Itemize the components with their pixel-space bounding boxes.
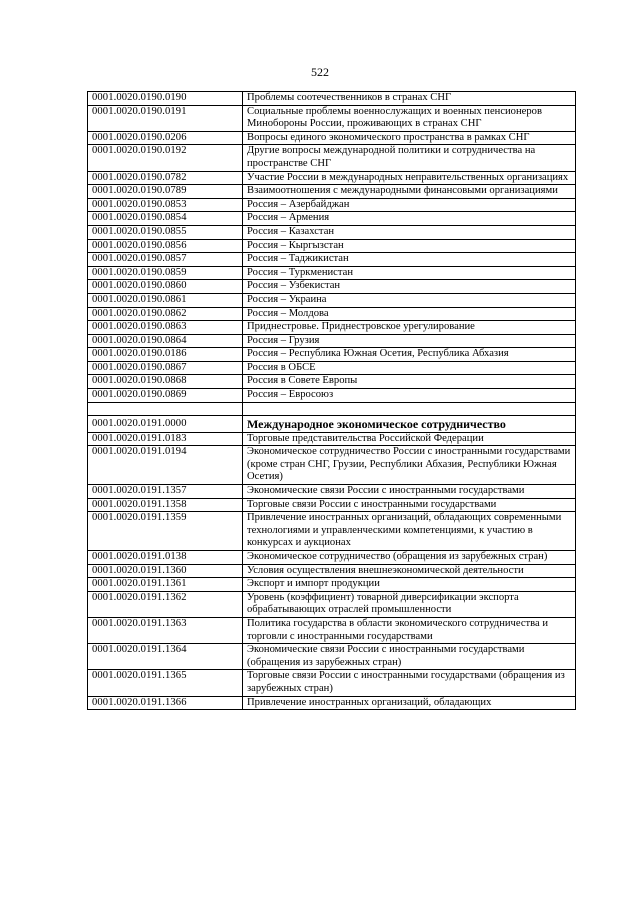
row-title: Россия в ОБСЕ <box>243 361 576 375</box>
row-title: Торговые представительства Российской Федерации <box>243 432 576 446</box>
row-code: 0001.0020.0190.0856 <box>88 239 243 253</box>
table-row <box>88 512 576 551</box>
row-code: 0001.0020.0190.0782 <box>88 171 243 185</box>
row-code: 0001.0020.0190.0859 <box>88 266 243 280</box>
section-row <box>88 415 576 432</box>
row-code: 0001.0020.0190.0186 <box>88 348 243 362</box>
row-code: 0001.0020.0190.0855 <box>88 225 243 239</box>
table-row <box>88 578 576 592</box>
table-row <box>88 321 576 335</box>
row-title: Привлечение иностранных организаций, обладающих современными технологиями и управленческими компетенциями, к участию в конкурсах и аукционах <box>243 512 576 551</box>
row-code: 0001.0020.0191.0138 <box>88 551 243 565</box>
row-code: 0001.0020.0190.0853 <box>88 198 243 212</box>
table-row <box>88 239 576 253</box>
row-code: 0001.0020.0191.1357 <box>88 485 243 499</box>
table-row <box>88 432 576 446</box>
row-code: 0001.0020.0191.0183 <box>88 432 243 446</box>
row-code: 0001.0020.0191.1362 <box>88 591 243 617</box>
row-code: 0001.0020.0190.0868 <box>88 375 243 389</box>
table-row <box>88 171 576 185</box>
row-code: 0001.0020.0191.1360 <box>88 564 243 578</box>
row-code: 0001.0020.0190.0863 <box>88 321 243 335</box>
row-title: Экономические связи России с иностранными государствами <box>243 485 576 499</box>
table-row <box>88 225 576 239</box>
row-title: Уровень (коэффициент) товарной диверсификации экспорта обрабатывающих отраслей промышленности <box>243 591 576 617</box>
row-code: 0001.0020.0191.0194 <box>88 446 243 485</box>
row-title: Россия – Кыргызстан <box>243 239 576 253</box>
table-row <box>88 591 576 617</box>
blank-cell <box>88 402 243 415</box>
row-title: Другие вопросы международной политики и сотрудничества на пространстве СНГ <box>243 145 576 171</box>
row-title: Политика государства в области экономического сотрудничества и торговли с иностранными государствами <box>243 617 576 643</box>
table-row <box>88 446 576 485</box>
row-title: Россия – Евросоюз <box>243 389 576 403</box>
table-row <box>88 348 576 362</box>
table-row <box>88 293 576 307</box>
table-row <box>88 617 576 643</box>
section-code: 0001.0020.0191.0000 <box>88 415 243 432</box>
table-row <box>88 212 576 226</box>
row-title: Привлечение иностранных организаций, обладающих <box>243 696 576 710</box>
row-title: Экономическое сотрудничество России с иностранными государствами (кроме стран СНГ, Грузии, Республики Абхазия, Республики Южная Осетия) <box>243 446 576 485</box>
row-code: 0001.0020.0190.0857 <box>88 253 243 267</box>
table-row <box>88 485 576 499</box>
row-title: Участие России в международных неправительственных организациях <box>243 171 576 185</box>
row-code: 0001.0020.0191.1361 <box>88 578 243 592</box>
table-row <box>88 498 576 512</box>
row-title: Условия осуществления внешнеэкономической деятельности <box>243 564 576 578</box>
row-title: Проблемы соотечественников в странах СНГ <box>243 92 576 106</box>
row-title: Вопросы единого экономического пространства в рамках СНГ <box>243 131 576 145</box>
table-row <box>88 198 576 212</box>
classifier-table <box>87 91 576 710</box>
row-title: Экономическое сотрудничество (обращения из зарубежных стран) <box>243 551 576 565</box>
row-title: Россия – Туркменистан <box>243 266 576 280</box>
row-code: 0001.0020.0190.0190 <box>88 92 243 106</box>
table-row <box>88 670 576 696</box>
row-code: 0001.0020.0190.0862 <box>88 307 243 321</box>
row-title: Россия – Азербайджан <box>243 198 576 212</box>
row-title: Приднестровье. Приднестровское урегулирование <box>243 321 576 335</box>
row-title: Экспорт и импорт продукции <box>243 578 576 592</box>
row-title: Россия – Казахстан <box>243 225 576 239</box>
row-title: Россия – Молдова <box>243 307 576 321</box>
row-code: 0001.0020.0191.1366 <box>88 696 243 710</box>
row-code: 0001.0020.0190.0191 <box>88 105 243 131</box>
row-title: Экономические связи России с иностранными государствами (обращения из зарубежных стран) <box>243 644 576 670</box>
row-code: 0001.0020.0191.1359 <box>88 512 243 551</box>
row-title: Россия – Армения <box>243 212 576 226</box>
row-code: 0001.0020.0191.1363 <box>88 617 243 643</box>
row-title: Торговые связи России с иностранными государствами <box>243 498 576 512</box>
row-code: 0001.0020.0190.0867 <box>88 361 243 375</box>
table-spacer <box>88 402 576 432</box>
blank-cell <box>243 402 576 415</box>
row-code: 0001.0020.0190.0854 <box>88 212 243 226</box>
row-code: 0001.0020.0191.1364 <box>88 644 243 670</box>
row-title: Россия – Украина <box>243 293 576 307</box>
row-title: Социальные проблемы военнослужащих и военных пенсионеров Минобороны России, проживающих в странах СНГ <box>243 105 576 131</box>
table-row <box>88 253 576 267</box>
section-title: Международное экономическое сотрудничество <box>243 415 576 432</box>
table-body-part-1 <box>88 92 576 403</box>
table-row <box>88 92 576 106</box>
row-code: 0001.0020.0190.0860 <box>88 280 243 294</box>
row-code: 0001.0020.0191.1358 <box>88 498 243 512</box>
table-row <box>88 551 576 565</box>
table-row <box>88 266 576 280</box>
row-code: 0001.0020.0190.0861 <box>88 293 243 307</box>
table-row <box>88 105 576 131</box>
row-title: Взаимоотношения с международными финансовыми организациями <box>243 185 576 199</box>
table-row <box>88 185 576 199</box>
table-row <box>88 307 576 321</box>
row-code: 0001.0020.0191.1365 <box>88 670 243 696</box>
table-row <box>88 375 576 389</box>
table-row <box>88 644 576 670</box>
page-number: 522 <box>311 65 329 79</box>
table-row <box>88 280 576 294</box>
row-title: Россия – Таджикистан <box>243 253 576 267</box>
row-code: 0001.0020.0190.0192 <box>88 145 243 171</box>
blank-row <box>88 402 576 415</box>
table-row <box>88 131 576 145</box>
table-row <box>88 564 576 578</box>
table-row <box>88 389 576 403</box>
row-title: Торговые связи России с иностранными государствами (обращения из зарубежных стран) <box>243 670 576 696</box>
row-title: Россия – Республика Южная Осетия, Республика Абхазия <box>243 348 576 362</box>
table-row <box>88 696 576 710</box>
table-row <box>88 145 576 171</box>
row-title: Россия в Совете Европы <box>243 375 576 389</box>
row-code: 0001.0020.0190.0869 <box>88 389 243 403</box>
row-title: Россия – Узбекистан <box>243 280 576 294</box>
table-row <box>88 361 576 375</box>
row-code: 0001.0020.0190.0789 <box>88 185 243 199</box>
row-title: Россия – Грузия <box>243 334 576 348</box>
table-row <box>88 334 576 348</box>
row-code: 0001.0020.0190.0864 <box>88 334 243 348</box>
row-code: 0001.0020.0190.0206 <box>88 131 243 145</box>
table-body-part-2 <box>88 432 576 709</box>
